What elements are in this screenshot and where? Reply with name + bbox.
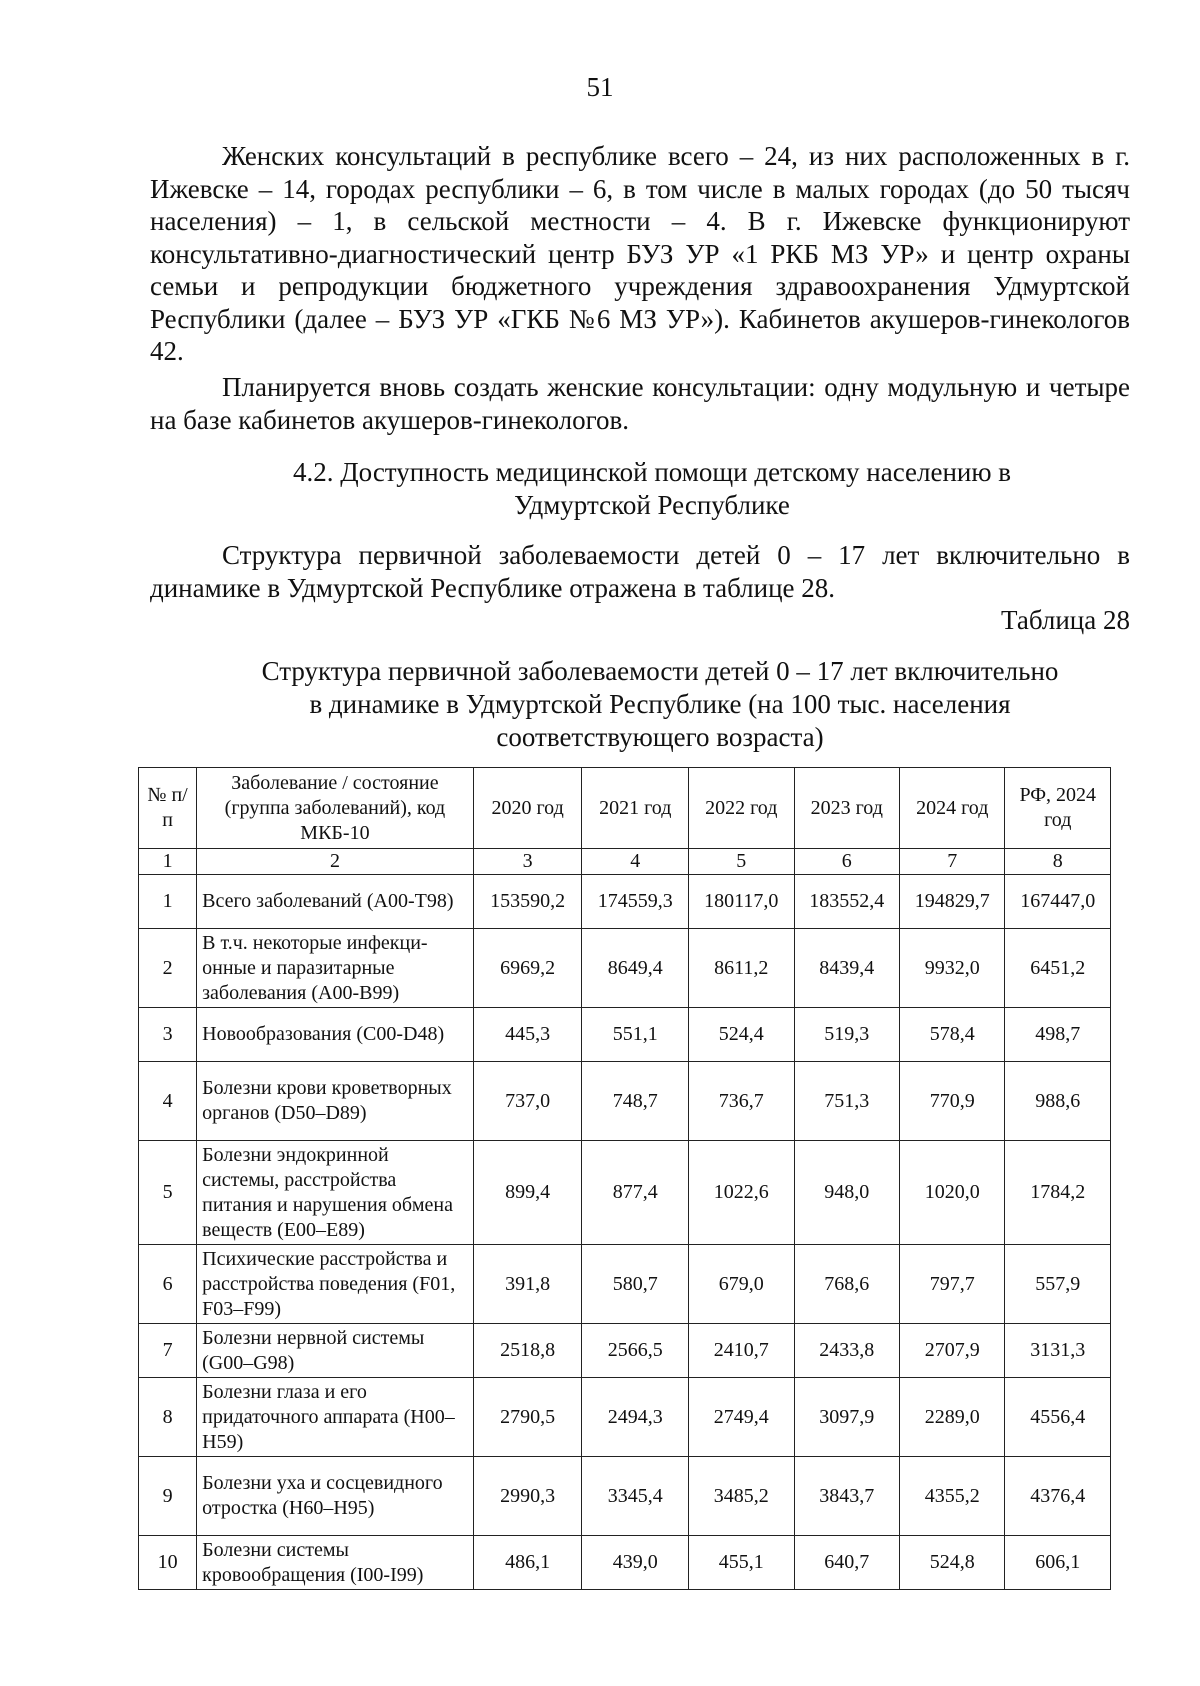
row-number: 1 (139, 875, 197, 929)
value-2023: 519,3 (794, 1008, 899, 1062)
table-row (139, 929, 1111, 1008)
paragraph-text: Планируется вновь создать женские консультации: одну модульную и четыре на базе кабинетов акушеров-гинекологов. (150, 372, 1130, 435)
value-2023: 8439,4 (794, 929, 899, 1008)
row-number: 9 (139, 1457, 197, 1536)
row-number: 4 (139, 1062, 197, 1141)
value-2021: 580,7 (582, 1245, 689, 1324)
value-2023: 751,3 (794, 1062, 899, 1141)
disease-name: Болезни системы кровообращения (I00-I99) (197, 1536, 474, 1590)
header-disease: Заболевание / состояние (группа заболеваний), код МКБ-10 (197, 768, 474, 849)
paragraph-womens-consultations (150, 140, 1130, 368)
value-2024: 770,9 (899, 1062, 1004, 1141)
value-rf-2024: 988,6 (1005, 1062, 1111, 1141)
value-2024: 194829,7 (899, 875, 1004, 929)
table-caption (220, 655, 1100, 754)
table-header-row (139, 768, 1111, 849)
table-row (139, 1062, 1111, 1141)
value-2020: 2790,5 (473, 1378, 582, 1457)
value-2021: 439,0 (582, 1536, 689, 1590)
value-2022: 2749,4 (689, 1378, 794, 1457)
header-number: № п/п (139, 768, 197, 849)
table-row (139, 1378, 1111, 1457)
table-caption-line: соответствующего возраста) (496, 722, 824, 752)
table-row (139, 1324, 1111, 1378)
value-2024: 2707,9 (899, 1324, 1004, 1378)
value-2022: 524,4 (689, 1008, 794, 1062)
table-row (139, 1008, 1111, 1062)
value-rf-2024: 6451,2 (1005, 929, 1111, 1008)
row-number: 8 (139, 1378, 197, 1457)
value-2024: 797,7 (899, 1245, 1004, 1324)
value-2022: 1022,6 (689, 1141, 794, 1245)
table-row (139, 875, 1111, 929)
row-number: 10 (139, 1536, 197, 1590)
value-2023: 768,6 (794, 1245, 899, 1324)
header-2022: 2022 год (689, 768, 794, 849)
column-index: 1 (139, 849, 197, 875)
value-rf-2024: 498,7 (1005, 1008, 1111, 1062)
paragraph-text: Женских консультаций в республике всего – 24, из них расположенных в г. Ижевске – 14, городах республики – 6, в том числе в малых городах (до 50 тысяч населения) – 1, в сельской местности – 4. В г. Ижевске функционируют консультативно-диагностический центр БУЗ УР «1 РКБ МЗ УР» и центр охраны семьи и репродукции бюджетного учреждения здравоохранения Удмуртской Республики (далее – БУЗ УР «ГКБ №6 МЗ УР»). Кабинетов акушеров-гинекологов 42. (150, 141, 1130, 366)
column-index: 5 (689, 849, 794, 875)
section-heading (262, 456, 1042, 521)
value-2024: 524,8 (899, 1536, 1004, 1590)
table-row (139, 1536, 1111, 1590)
morbidity-table (138, 767, 1111, 1590)
column-index: 7 (899, 849, 1004, 875)
paragraph-morbidity-structure (150, 539, 1130, 604)
value-2020: 2990,3 (473, 1457, 582, 1536)
value-2020: 486,1 (473, 1536, 582, 1590)
table-caption-line: Структура первичной заболеваемости детей 0 – 17 лет включительно (261, 656, 1059, 686)
value-2022: 180117,0 (689, 875, 794, 929)
value-2022: 736,7 (689, 1062, 794, 1141)
value-2021: 551,1 (582, 1008, 689, 1062)
table-number: Таблица 28 (1001, 605, 1130, 635)
value-2024: 9932,0 (899, 929, 1004, 1008)
value-rf-2024: 167447,0 (1005, 875, 1111, 929)
table-caption-line: в динамике в Удмуртской Республике (на 100 тыс. населения (309, 689, 1011, 719)
value-2022: 8611,2 (689, 929, 794, 1008)
header-2023: 2023 год (794, 768, 899, 849)
column-index: 6 (794, 849, 899, 875)
row-number: 3 (139, 1008, 197, 1062)
value-2021: 748,7 (582, 1062, 689, 1141)
value-rf-2024: 606,1 (1005, 1536, 1111, 1590)
value-rf-2024: 3131,3 (1005, 1324, 1111, 1378)
value-rf-2024: 4556,4 (1005, 1378, 1111, 1457)
header-2024: 2024 год (899, 768, 1004, 849)
value-2023: 3843,7 (794, 1457, 899, 1536)
paragraph-text: Структура первичной заболеваемости детей 0 – 17 лет включительно в динамике в Удмуртской Республике отражена в таблице 28. (150, 540, 1130, 603)
value-2022: 2410,7 (689, 1324, 794, 1378)
column-index: 8 (1005, 849, 1111, 875)
value-2024: 4355,2 (899, 1457, 1004, 1536)
section-heading-line: 4.2. Доступность медицинской помощи детскому населению в (292, 457, 1012, 487)
value-2020: 153590,2 (473, 875, 582, 929)
row-number: 5 (139, 1141, 197, 1245)
value-2020: 2518,8 (473, 1324, 582, 1378)
value-2021: 174559,3 (582, 875, 689, 929)
table-row (139, 1457, 1111, 1536)
disease-name: Болезни уха и сосцевидного отростка (H60–H95) (197, 1457, 474, 1536)
value-2024: 1020,0 (899, 1141, 1004, 1245)
value-2020: 445,3 (473, 1008, 582, 1062)
value-2023: 640,7 (794, 1536, 899, 1590)
value-2023: 948,0 (794, 1141, 899, 1245)
value-2021: 3345,4 (582, 1457, 689, 1536)
disease-name: Болезни крови кроветворных органов (D50–D89) (197, 1062, 474, 1141)
disease-name: Всего заболеваний (A00-T98) (197, 875, 474, 929)
disease-name: Психические расстройства и расстройства поведения (F01, F03–F99) (197, 1245, 474, 1324)
section-heading-line: Удмуртской Республике (514, 489, 790, 520)
disease-name: Болезни глаза и его придаточного аппарата (H00–H59) (197, 1378, 474, 1457)
value-2021: 2494,3 (582, 1378, 689, 1457)
value-2023: 2433,8 (794, 1324, 899, 1378)
header-rf-2024: РФ, 2024 год (1005, 768, 1111, 849)
value-2021: 2566,5 (582, 1324, 689, 1378)
value-2022: 679,0 (689, 1245, 794, 1324)
value-2022: 3485,2 (689, 1457, 794, 1536)
header-2020: 2020 год (473, 768, 582, 849)
row-number: 2 (139, 929, 197, 1008)
value-2020: 391,8 (473, 1245, 582, 1324)
disease-name: Болезни эндокринной системы, расстройства питания и нарушения обмена веществ (E00–E89) (197, 1141, 474, 1245)
value-2020: 6969,2 (473, 929, 582, 1008)
value-2021: 877,4 (582, 1141, 689, 1245)
value-rf-2024: 4376,4 (1005, 1457, 1111, 1536)
header-2021: 2021 год (582, 768, 689, 849)
column-index: 3 (473, 849, 582, 875)
value-2021: 8649,4 (582, 929, 689, 1008)
value-2023: 183552,4 (794, 875, 899, 929)
disease-name: Болезни нервной системы (G00–G98) (197, 1324, 474, 1378)
value-2022: 455,1 (689, 1536, 794, 1590)
disease-name: Новообразования (C00-D48) (197, 1008, 474, 1062)
value-2020: 737,0 (473, 1062, 582, 1141)
value-2023: 3097,9 (794, 1378, 899, 1457)
paragraph-planned-consultations (150, 371, 1130, 436)
row-number: 6 (139, 1245, 197, 1324)
value-rf-2024: 557,9 (1005, 1245, 1111, 1324)
disease-name: В т.ч. некоторые инфекци-онные и паразитарные заболевания (A00-B99) (197, 929, 474, 1008)
column-index: 2 (197, 849, 474, 875)
table-row (139, 1141, 1111, 1245)
value-2020: 899,4 (473, 1141, 582, 1245)
page-number: 51 (586, 72, 614, 102)
table-row (139, 1245, 1111, 1324)
value-rf-2024: 1784,2 (1005, 1141, 1111, 1245)
value-2024: 2289,0 (899, 1378, 1004, 1457)
column-index: 4 (582, 849, 689, 875)
value-2024: 578,4 (899, 1008, 1004, 1062)
row-number: 7 (139, 1324, 197, 1378)
table-column-index-row (139, 849, 1111, 875)
